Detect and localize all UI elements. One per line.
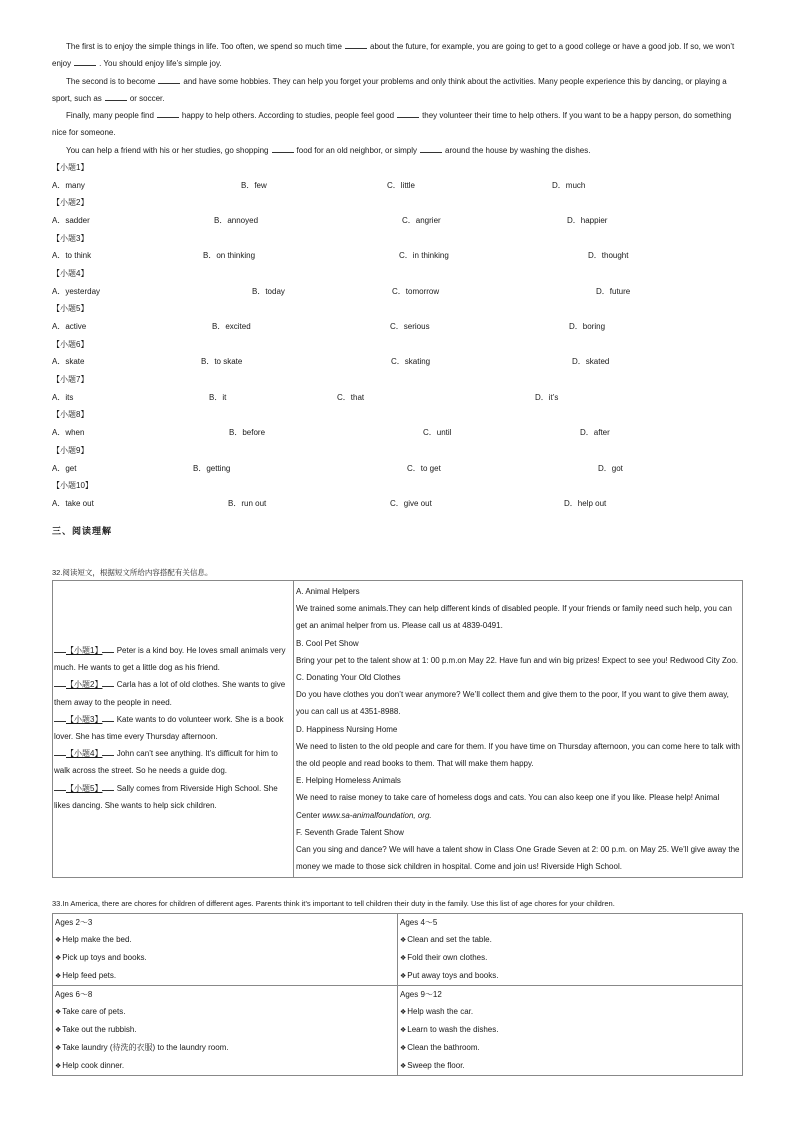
person-text: Peter is a kind boy. He loves small animals very much. He wants to get a little dog as his friend. [54, 646, 286, 673]
option-c: C．until [423, 428, 452, 437]
cloze-text: or soccer. [129, 94, 165, 104]
ad-body: We trained some animals.They can help different kinds of disabled people. If your friends or family need such help, you can get an animal helper from us. Please call us at 4839-0491. [296, 604, 732, 631]
option-d: D．happier [567, 216, 608, 225]
option-a: A．active [52, 322, 87, 331]
bullet-icon: ❖ [400, 973, 407, 980]
cloze-text: . You should enjoy life’s simple joy. [99, 59, 222, 69]
option-b: B．few [241, 181, 267, 190]
person-text: Carla has a lot of old clothes. She wants to give them away to the people in need. [54, 680, 286, 707]
bullet-icon: ❖ [400, 937, 407, 944]
option-a: A．skate [52, 357, 85, 366]
chore-item: ❖Help make the bed. [55, 935, 132, 944]
question-label: 【小题6】 [52, 340, 89, 349]
section-title: 三、阅读理解 [52, 526, 113, 536]
cloze-paragraph-2 [52, 73, 742, 108]
option-a: A．its [52, 393, 74, 402]
option-a: A．get [52, 464, 77, 473]
question-label: 【小题3】 [52, 234, 89, 243]
person-entry [54, 642, 291, 676]
bullet-icon: ❖ [55, 1063, 62, 1070]
option-b: B．to skate [201, 357, 243, 366]
chore-item: ❖Clean the bathroom. [400, 1043, 480, 1052]
ad-title: D. Happiness Nursing Home [296, 724, 398, 734]
option-b: B．it [209, 393, 227, 402]
item-number: 【小题3】 [66, 714, 103, 724]
cloze-text: and have some hobbies. They can help you forget your problems and only think about the activities. Many people experience this by dancing, or playing a sport, such as [52, 77, 727, 104]
ad-body: Bring your pet to the talent show at 1: 00 p.m.on May 22. Have fun and win big prizes! Expect to see you! Redwood City Zoo. [296, 655, 739, 665]
cloze-text: around the house by washing the dishes. [445, 146, 591, 155]
question-label: 【小题10】 [52, 481, 93, 490]
option-d: D．it’s [535, 393, 559, 402]
bullet-icon: ❖ [400, 1027, 407, 1034]
age-heading: Ages 9～12 [400, 990, 442, 999]
bullet-icon: ❖ [55, 1009, 62, 1016]
question-label: 【小题8】 [52, 410, 89, 419]
chore-item: ❖Sweep the floor. [400, 1061, 465, 1070]
option-c: C．skating [391, 357, 431, 366]
bullet-icon: ❖ [400, 1045, 407, 1052]
question-32-instruction: 32.阅读短文，根据短文所给内容搭配有关信息。 [52, 568, 213, 577]
bullet-icon: ❖ [55, 1027, 62, 1034]
ad-title: B. Cool Pet Show [296, 638, 359, 648]
chore-item: ❖Take care of pets. [55, 1007, 126, 1016]
answer-blank [158, 76, 180, 84]
option-c: C．that [337, 393, 365, 402]
chore-item: ❖Clean and set the table. [400, 935, 492, 944]
ad-title: F. Seventh Grade Talent Show [296, 827, 404, 837]
option-a: A．to think [52, 251, 92, 260]
chores-group [53, 914, 398, 986]
option-d: D．help out [564, 499, 607, 508]
cloze-text: The first is to enjoy the simple things in life. Too often, we spend so much time [66, 42, 342, 51]
option-d: D．boring [569, 322, 606, 331]
option-a: A．many [52, 181, 85, 190]
person-entry [54, 676, 291, 710]
bullet-icon: ❖ [400, 1063, 407, 1070]
answer-blank [397, 110, 419, 118]
answer-blank [420, 145, 442, 153]
option-b: B．annoyed [214, 216, 259, 225]
option-a: A．sadder [52, 216, 90, 225]
cloze-paragraph-3 [52, 107, 742, 142]
question-label: 【小题5】 [52, 304, 89, 313]
ad-body: Do you have clothes you don’t wear anymore? We’ll collect them and give them to the poor, If you want to give them away, you can call us at 4351-8988. [296, 690, 729, 717]
option-b: B．before [229, 428, 266, 437]
question-label: 【小题4】 [52, 269, 89, 278]
ad-title: C. Donating Your Old Clothes [296, 673, 401, 683]
question-label: 【小题1】 [52, 163, 89, 172]
cloze-paragraph-1 [52, 38, 742, 73]
answer-blank [345, 41, 367, 49]
option-b: B．excited [212, 322, 251, 331]
ad-website: www.sa-animalfoundation, org. [322, 810, 432, 820]
person-entry [54, 745, 291, 779]
cloze-text: You can help a friend with his or her studies, go shopping [66, 146, 269, 155]
answer-blank [272, 145, 294, 153]
person-text: John can’t see anything. It’s difficult for him to walk across the street. So he needs a guide dog. [54, 749, 278, 776]
cloze-text: food for an old neighbor, or simply [296, 146, 418, 155]
cloze-text: they volunteer their time to help others. If you want to be a happy person, do something nice for someone. [52, 111, 732, 138]
item-number: 【小题2】 [66, 680, 103, 690]
chore-item: ❖Help cook dinner. [55, 1061, 125, 1070]
option-d: D．much [552, 181, 586, 190]
option-b: B．run out [228, 499, 267, 508]
bullet-icon: ❖ [55, 955, 62, 962]
ad-title: E. Helping Homeless Animals [296, 776, 401, 786]
cloze-text: Finally, many people find [66, 111, 154, 120]
matching-table [52, 580, 743, 878]
option-d: D．skated [572, 357, 610, 366]
age-heading: Ages 4～5 [400, 918, 438, 927]
item-number: 【小题5】 [66, 783, 103, 793]
option-d: D．thought [588, 251, 629, 260]
option-b: B．today [252, 287, 285, 296]
ad-title: A. Animal Helpers [296, 587, 360, 596]
option-c: C．give out [390, 499, 432, 508]
age-heading: Ages 2～3 [55, 918, 93, 927]
item-number: 【小题4】 [66, 749, 103, 759]
option-c: C．angrier [402, 216, 441, 225]
ad-body: We need to listen to the old people and care for them. If you have time on Thursday afternoon, you can come here to talk with the old people and read books to them. That will make them happy. [296, 741, 740, 769]
item-number: 【小题1】 [66, 646, 103, 655]
option-a: A．when [52, 428, 85, 437]
chore-item: ❖Pick up toys and books. [55, 953, 147, 962]
person-entry [54, 711, 291, 745]
chores-group [53, 986, 398, 1076]
option-b: B．getting [193, 464, 231, 473]
option-c: C．to get [407, 464, 441, 473]
cloze-text: happy to help others. According to studies, people feel good [181, 111, 395, 120]
option-d: D．future [596, 287, 631, 296]
option-a: A．yesterday [52, 287, 101, 296]
option-b: B．on thinking [203, 251, 256, 260]
cloze-paragraph-4 [52, 142, 742, 159]
chore-item: ❖Help wash the car. [400, 1007, 474, 1016]
chores-group [398, 986, 743, 1076]
chores-group [398, 914, 743, 986]
answer-blank [74, 58, 96, 66]
ad-body [294, 789, 742, 823]
option-c: C．in thinking [399, 251, 449, 260]
ad-body: Can you sing and dance? We will have a talent show in Class One Grade Seven at 2: 00 p.m. on May 25. We’ll give away the money we made to those sick children in hospital. Come and join us! Riverside High School. [296, 845, 740, 872]
chore-item: ❖Take out the rubbish. [55, 1025, 137, 1034]
bullet-icon: ❖ [55, 1045, 62, 1052]
option-d: D．after [580, 428, 610, 437]
chore-item: ❖Learn to wash the dishes. [400, 1025, 499, 1034]
answer-blank [157, 110, 179, 118]
age-heading: Ages 6～8 [55, 990, 93, 999]
ads-column [294, 581, 743, 878]
person-text: Sally comes from Riverside High School. She likes dancing. She wants to help sick children. [54, 783, 278, 810]
people-column [53, 581, 294, 878]
question-33-instruction: 33.In America, there are chores for children of different ages. Parents think it’s important to tell children their duty in the family. Use this list of age chores for your children. [52, 899, 615, 908]
option-c: C．serious [390, 322, 430, 331]
chores-table [52, 913, 743, 1076]
chore-item: ❖Put away toys and books. [400, 971, 499, 980]
person-entry [54, 780, 291, 814]
chore-item: ❖Take laundry (待洗的衣服) to the laundry room. [55, 1043, 229, 1052]
answer-blank [105, 93, 127, 101]
question-label: 【小题7】 [52, 375, 89, 384]
ad-body-text: We need to raise money to take care of homeless dogs and cats. You can also keep one if you like. Please help! Animal Center [296, 793, 720, 820]
bullet-icon: ❖ [55, 937, 62, 944]
question-label: 【小题2】 [52, 198, 89, 207]
option-c: C．tomorrow [392, 287, 440, 296]
cloze-text: about the future, for example, you are going to get to a good college or have a good job. If so, we won’t enjoy [52, 42, 735, 69]
chore-item: ❖Help feed pets. [55, 971, 117, 980]
question-label: 【小题9】 [52, 446, 89, 455]
bullet-icon: ❖ [55, 973, 62, 980]
bullet-icon: ❖ [400, 1009, 407, 1016]
person-text: Kate wants to do volunteer work. She is a book lover. She has time every Thursday afternoon. [54, 714, 284, 742]
option-a: A．take out [52, 499, 94, 508]
bullet-icon: ❖ [400, 955, 407, 962]
cloze-text: The second is to become [66, 77, 156, 86]
option-c: C．little [387, 181, 416, 190]
option-d: D．got [598, 464, 623, 473]
chore-item: ❖Fold their own clothes. [400, 953, 488, 962]
